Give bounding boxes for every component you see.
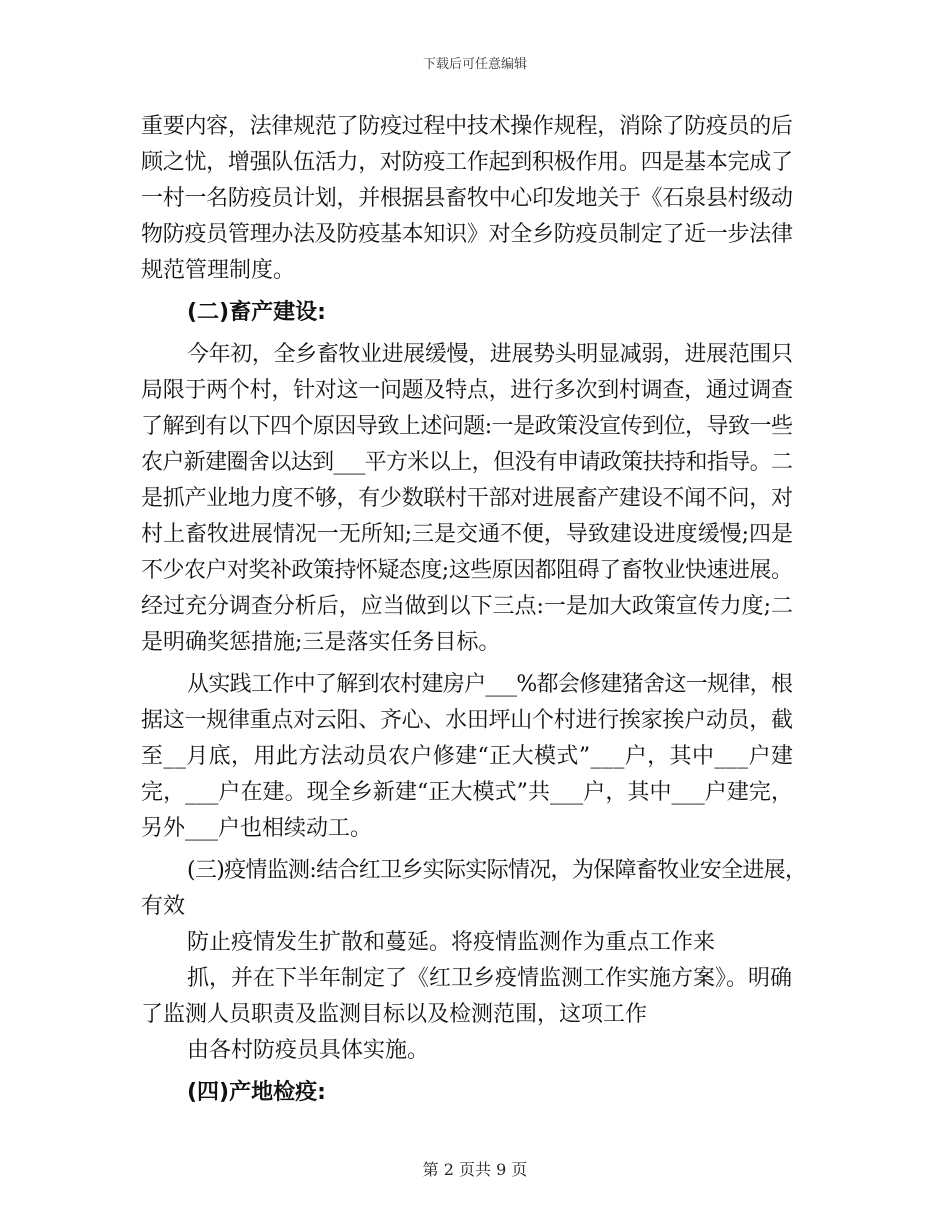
section-heading: (四)产地检疫: <box>187 1080 326 1105</box>
body-line: 重要内容，法律规范了防疫过程中技术操作规程，消除了防疫员的后 <box>141 114 793 139</box>
body-line: 今年初，全乡畜牧业进展缓慢，进展势头明显减弱，进展范围只 <box>187 342 793 367</box>
page-footer: 第 2 页共 9 页 <box>422 1160 528 1179</box>
body-line: 由各村防疫员具体实施。 <box>187 1038 430 1063</box>
body-line: 了解到有以下四个原因导致上述问题:一是政策没宣传到位，导致一些 <box>141 414 793 439</box>
body-line: 村上畜牧进展情况一无所知;三是交通不便，导致建设进度缓慢;四是 <box>141 522 793 547</box>
body-line: 一村一名防疫员计划，并根据县畜牧中心印发地关于《石泉县村级动 <box>141 186 793 211</box>
body-line: 局限于两个村，针对这一问题及特点，进行多次到村调查，通过调查 <box>141 378 793 403</box>
page-header: 下载后可任意编辑 <box>422 57 527 72</box>
section-heading: (二)畜产建设: <box>187 300 326 325</box>
body-line: 完，___户在建。现全乡新建“正大模式”共___户，其中___户建完， <box>141 780 794 805</box>
body-line: 了监测人员职责及监测目标以及检测范围，这项工作 <box>141 1002 648 1027</box>
body-line: 防止疫情发生扩散和蔓延。将疫情监测作为重点工作来 <box>187 930 716 955</box>
body-line: 农户新建圈舍以达到___平方米以上，但没有申请政策扶持和指导。二 <box>141 450 793 475</box>
body-line: 是抓产业地力度不够，有少数联村干部对进展畜产建设不闻不问，对 <box>141 486 793 511</box>
body-line: 不少农户对奖补政策持怀疑态度;这些原因都阻碍了畜牧业快速进展。 <box>141 558 793 583</box>
body-line: 有效 <box>141 894 186 919</box>
body-line: 抓，并在下半年制定了《红卫乡疫情监测工作实施方案》。明确 <box>187 966 793 991</box>
body-line: (三)疫情监测:结合红卫乡实际实际情况，为保障畜牧业安全进展， <box>187 858 807 883</box>
body-line: 另外___户也相续动工。 <box>141 816 373 841</box>
body-line: 至__月底，用此方法动员农户修建“正大模式”___户，其中___户建 <box>141 744 794 769</box>
body-line: 顾之忧，增强队伍活力，对防疫工作起到积极作用。四是基本完成了 <box>141 150 793 175</box>
body-line: 物防疫员管理办法及防疫基本知识》对全乡防疫员制定了近一步法律 <box>141 222 793 247</box>
body-line: 经过充分调查分析后，应当做到以下三点:一是加大政策宣传力度;二 <box>141 594 793 619</box>
body-line: 规范管理制度。 <box>141 258 296 283</box>
body-line: 从实践工作中了解到农村建房户___%都会修建猪舍这一规律，根 <box>187 672 793 697</box>
body-line: 据这一规律重点对云阳、齐心、水田坪山个村进行挨家挨户动员，截 <box>141 708 793 733</box>
body-line: 是明确奖惩措施;三是落实任务目标。 <box>141 630 501 655</box>
